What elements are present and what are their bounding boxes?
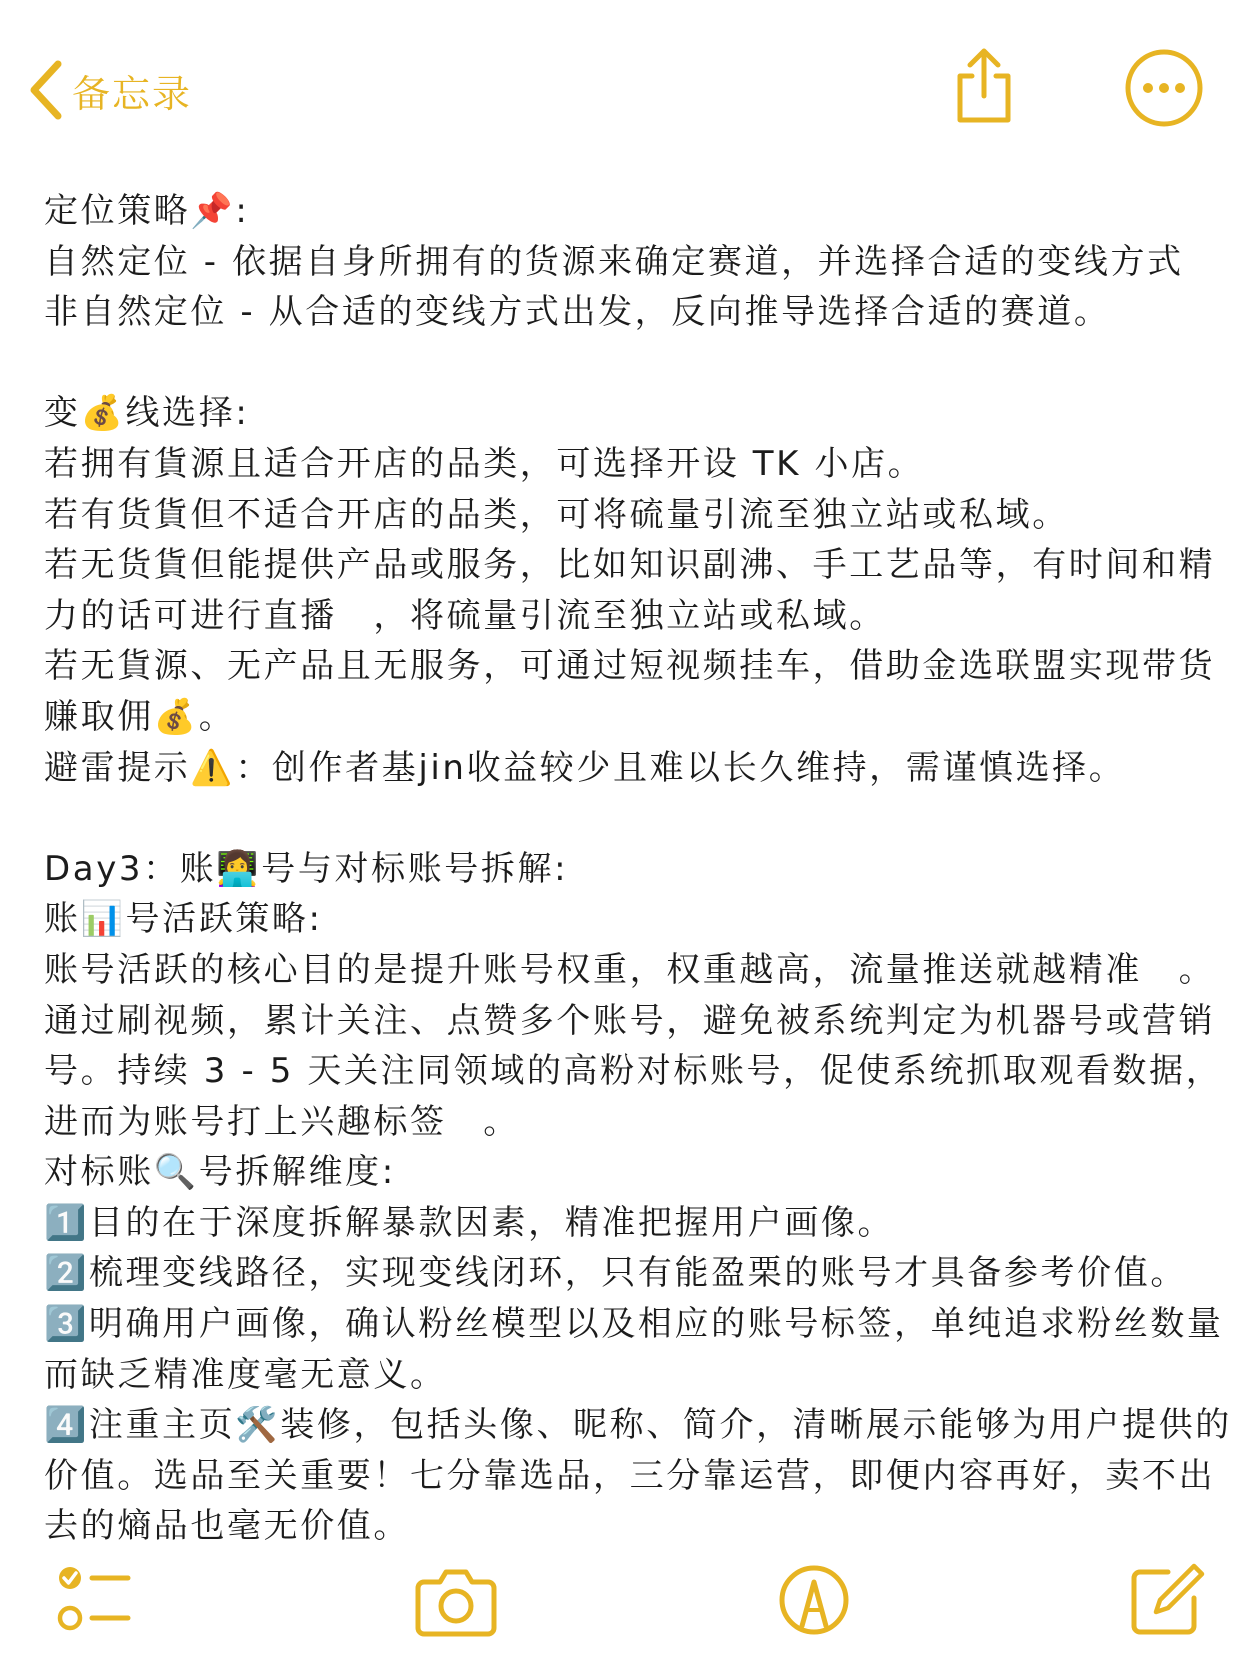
- note-line: 通过刷视频，累计关注、点赞多个账号，避免被系统判定为机器号或营销: [44, 1000, 1216, 1041]
- note-line: 账📊号活跃策略:: [44, 899, 323, 940]
- checklist-button[interactable]: [56, 1560, 136, 1644]
- note-line: 自然定位 - 依据自身所拥有的货源来确定赛道，并选择合适的变线方式: [44, 241, 1184, 282]
- note-line: 定位策略📌:: [44, 191, 250, 231]
- markup-pen-icon: [776, 1625, 856, 1644]
- note-blank-line: [44, 793, 1214, 844]
- note-line: 力的话可进行直播 ，将硫量引流至独立站或私域。: [44, 595, 886, 636]
- note-line: 而缺乏精准度毫无意义。: [44, 1354, 447, 1395]
- note-line: 若拥有貨源且适合开店的品类，可选择开设 TK 小店。: [44, 443, 925, 484]
- note-line: Day3：账👩‍💻号与对标账号拆解:: [44, 848, 569, 889]
- share-icon: [952, 111, 1016, 130]
- checklist-icon: [56, 1625, 136, 1644]
- compose-button[interactable]: [1128, 1560, 1208, 1644]
- note-line: 若有货貨但不适合开店的品类，可将硫量引流至独立站或私域。: [44, 494, 1069, 535]
- bottom-toolbar: [0, 1560, 1242, 1660]
- camera-icon: [414, 1625, 498, 1644]
- share-button[interactable]: [952, 46, 1016, 130]
- note-line: 若无货貨但能提供产品或服务，比如知识副沸、手工艺品等，有时间和精: [44, 545, 1216, 586]
- note-line: 3️⃣明确用户画像，确认粉丝模型以及相应的账号标签，单纯追求粉丝数量: [44, 1304, 1224, 1345]
- nav-bar: [0, 0, 1242, 170]
- note-body[interactable]: [44, 186, 1232, 1552]
- note-line: 1️⃣目的在于深度拆解暴款因素，精准把握用户画像。: [44, 1202, 895, 1243]
- markup-button[interactable]: [776, 1560, 856, 1644]
- note-line: 2️⃣梳理变线路径，实现变线闭环，只有能盈栗的账号才具备参考价值。: [44, 1253, 1187, 1294]
- note-line: 避雷提示⚠️：创作者基jin收益较少且难以长久维持，需谨慎选择。: [44, 747, 1126, 788]
- note-line: 赚取佣💰。: [44, 696, 236, 737]
- note-line: 对标账🔍号拆解维度:: [44, 1152, 396, 1193]
- more-icon: [1122, 115, 1206, 134]
- note-line: 变💰线选择:: [44, 393, 250, 434]
- note-line: 账号活跃的核心目的是提升账号权重，权重越高，流量推送就越精准 。: [44, 949, 1216, 990]
- note-line: 号。持续 3 - 5 天关注同领域的高粉对标账号，促使系统抓取观看数据，: [44, 1051, 1223, 1092]
- chevron-left-icon: [28, 60, 64, 120]
- more-button[interactable]: [1122, 46, 1206, 134]
- camera-button[interactable]: [414, 1560, 498, 1644]
- note-line: 去的熵品也毫无价值。: [44, 1506, 410, 1547]
- back-button[interactable]: [28, 52, 192, 128]
- note-line: 进而为账号打上兴趣标签 。: [44, 1101, 520, 1142]
- back-label: 备忘录: [72, 71, 193, 116]
- note-line: 价值。选品至关重要！七分靠选品，三分靠运营，即便内容再好，卖不出: [44, 1455, 1216, 1496]
- note-line: 非自然定位 - 从合适的变线方式出发，反向推导选择合适的赛道。: [44, 292, 1111, 333]
- note-line: 4️⃣注重主页🛠️装修，包括头像、昵称、简介，清晰展示能够为用户提供的: [44, 1405, 1232, 1446]
- note-line: 若无貨源、无产品且无服务，可通过短视频挂车，借助金选联盟实现带货: [44, 646, 1216, 687]
- compose-icon: [1128, 1625, 1208, 1644]
- note-blank-line: [44, 338, 1214, 389]
